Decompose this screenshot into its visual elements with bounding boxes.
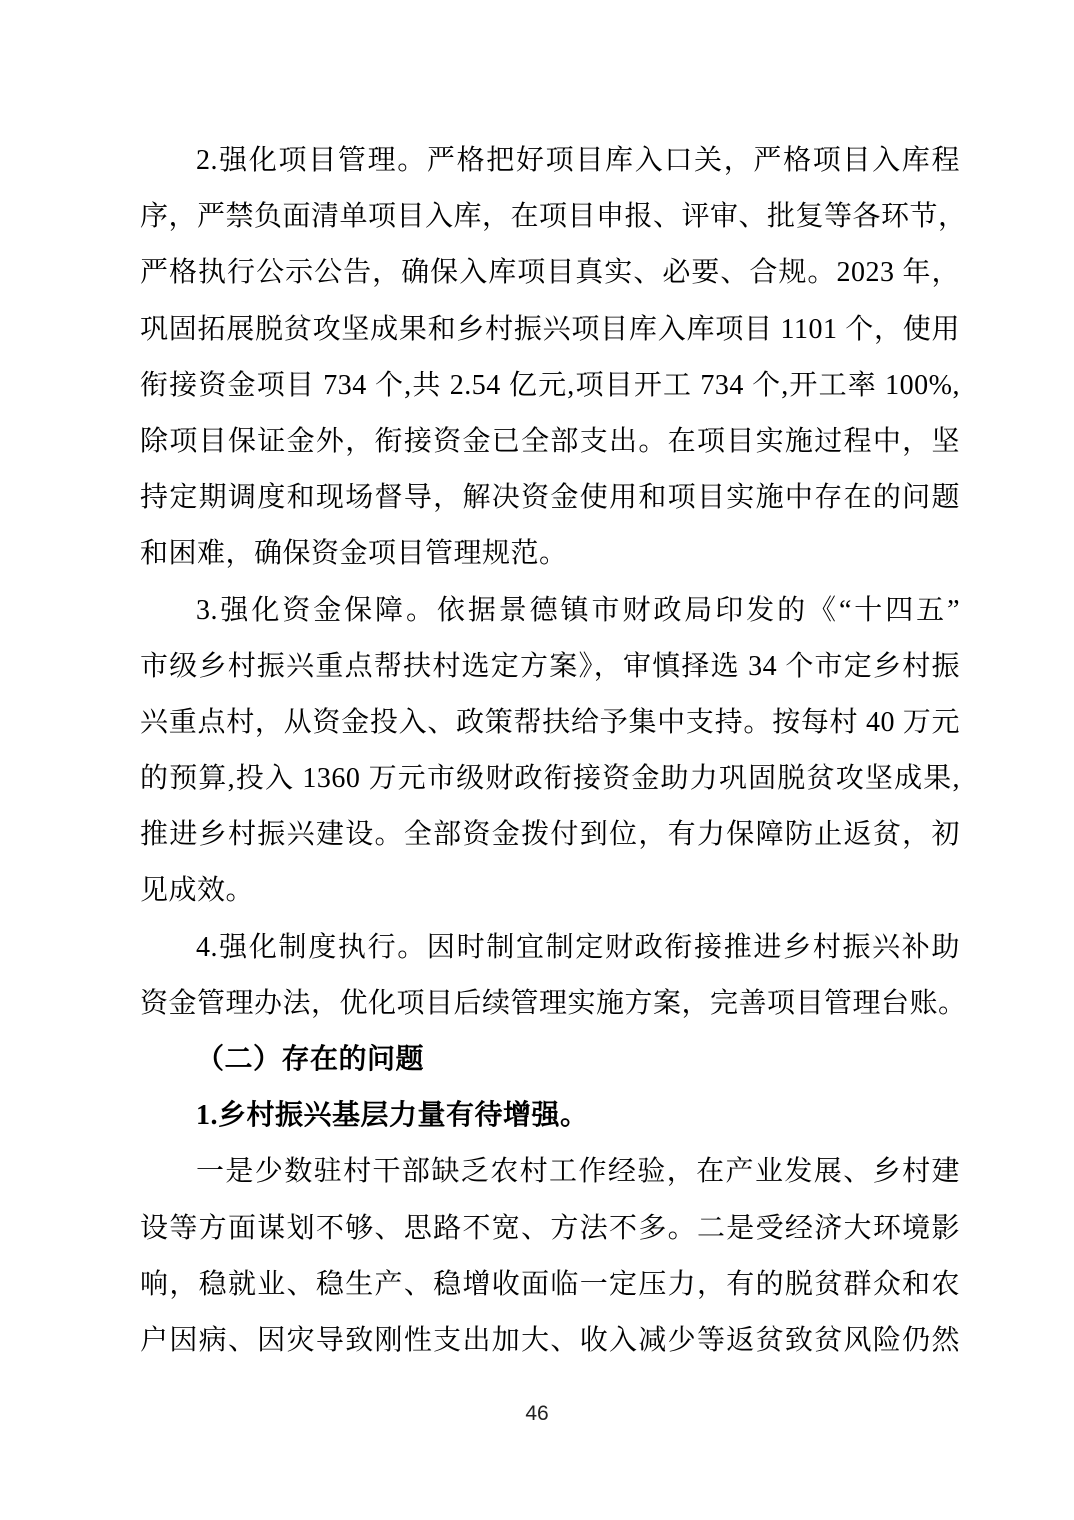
- paragraph-system-execution-line: 4.强化制度执行。因时制宜制定财政衔接推进乡村振兴补助: [196, 931, 960, 963]
- paragraph-project-management-line: 持定期调度和现场督导，解决资金使用和项目实施中存在的问题: [140, 482, 960, 514]
- paragraph-project-management-line: 巩固拓展脱贫攻坚成果和乡村振兴项目库入库项目 1101 个，使用: [140, 313, 960, 345]
- paragraph-problems-detail-line: 设等方面谋划不够、思路不宽、方法不多。二是受经济大环境影: [140, 1212, 960, 1244]
- document-body: [140, 133, 967, 1369]
- paragraph-fund-guarantee-line: 的预算,投入 1360 万元市级财政衔接资金助力巩固脱贫攻坚成果,: [140, 763, 960, 795]
- paragraph-fund-guarantee-line: 见成效。: [140, 875, 255, 907]
- paragraph-problems-detail-line: 响，稳就业、稳生产、稳增收面临一定压力，有的脱贫群众和农: [140, 1268, 960, 1300]
- paragraph-project-management-line: 严格执行公示公告，确保入库项目真实、必要、合规。2023 年，: [140, 257, 960, 289]
- paragraph-project-management-line: 除项目保证金外，衔接资金已全部支出。在项目实施过程中，坚: [140, 425, 960, 457]
- paragraph-project-management-line: 和困难，确保资金项目管理规范。: [140, 538, 568, 570]
- paragraph-system-execution-line: 资金管理办法，优化项目后续管理实施方案，完善项目管理台账。: [140, 987, 967, 1019]
- paragraph-fund-guarantee-line: 3.强化资金保障。依据景德镇市财政局印发的《“十四五”: [196, 594, 960, 626]
- paragraph-fund-guarantee-line: 推进乡村振兴建设。全部资金拨付到位，有力保障防止返贫，初: [140, 819, 960, 851]
- paragraph-project-management-line: 衔接资金项目 734 个,共 2.54 亿元,项目开工 734 个,开工率 100%,: [140, 369, 960, 401]
- page-number: 46: [525, 1402, 549, 1425]
- paragraph-fund-guarantee-line: 兴重点村，从资金投入、政策帮扶给予集中支持。按每村 40 万元: [140, 706, 960, 738]
- paragraph-project-management-line: 2.强化项目管理。严格把好项目库入口关，严格项目入库程: [196, 145, 960, 176]
- paragraph-problems-detail-line: 一是少数驻村干部缺乏农村工作经验，在产业发展、乡村建: [196, 1156, 960, 1188]
- subsection-heading-grassroots-strength: 1.乡村振兴基层力量有待增强。: [196, 1100, 589, 1132]
- section-heading-existing-problems: （二）存在的问题: [196, 1044, 425, 1075]
- paragraph-problems-detail-line: 户因病、因灾导致刚性支出加大、收入减少等返贫致贫风险仍然: [140, 1324, 960, 1356]
- paragraph-project-management-line: 序，严禁负面清单项目入库，在项目申报、评审、批复等各环节，: [140, 201, 967, 233]
- paragraph-fund-guarantee-line: 市级乡村振兴重点帮扶村选定方案》，审慎择选 34 个市定乡村振: [140, 650, 960, 682]
